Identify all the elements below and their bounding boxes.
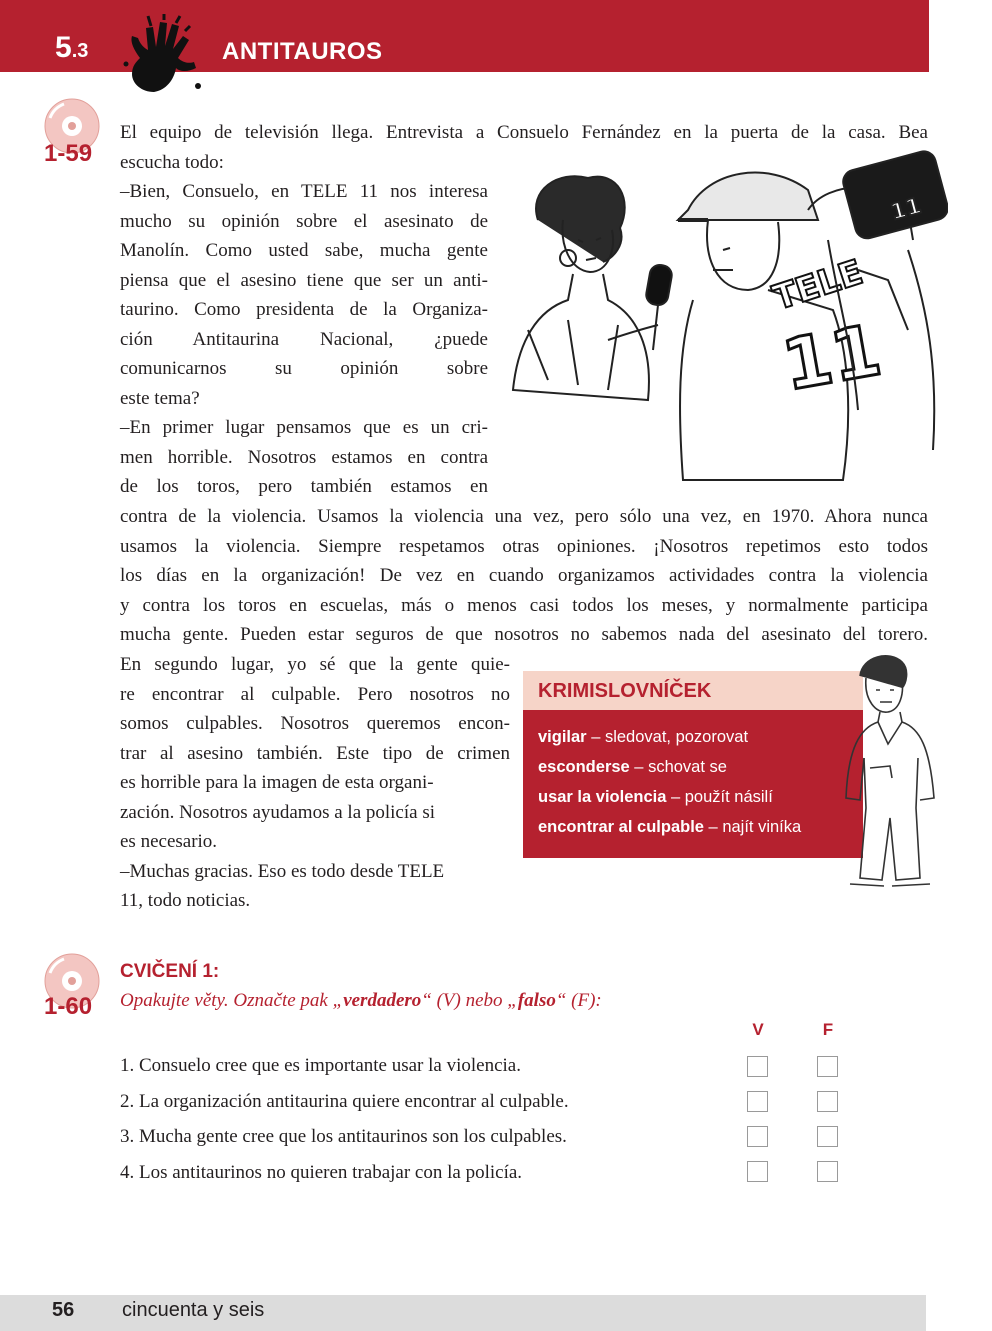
exercise-title: CVIČENÍ 1: <box>120 961 220 982</box>
vocabulary-box <box>523 671 863 858</box>
vocabulary-item: vigilar – sledovat, pozorovat <box>538 728 749 746</box>
vocabulary-item: usar la violencia – použít násilí <box>538 788 773 806</box>
checkbox-true-4[interactable] <box>747 1161 768 1182</box>
svg-text:11: 11 <box>888 193 925 226</box>
vocabulary-item: encontrar al culpable – najít viníka <box>538 818 802 836</box>
detective-man-illustration <box>830 648 960 898</box>
handprint-icon <box>118 14 208 102</box>
audio-track-label: 1-60 <box>44 993 93 1020</box>
statement-1: 1. Consuelo cree que es importante usar la violencia. <box>120 1055 521 1076</box>
statement-4: 4. Los antitaurinos no quieren trabajar con la policía. <box>120 1162 523 1183</box>
checkbox-false-2[interactable] <box>817 1091 838 1112</box>
statement-2: 2. La organización antitaurina quiere encontrar al culpable. <box>120 1091 569 1112</box>
column-header-false: F <box>822 1020 834 1039</box>
statement-3: 3. Mucha gente cree que los antitaurinos son los culpables. <box>120 1126 567 1147</box>
vocabulary-title: KRIMISLOVNÍČEK <box>523 671 863 710</box>
page-number-words: cincuenta y seis <box>122 1299 265 1321</box>
chapter-title: ANTITAUROS <box>222 38 383 65</box>
story-intro: El equipo de televisión llega. Entrevista a Consuelo Fernández en la puerta de la casa. Bea escucha todo: <box>120 122 928 173</box>
checkbox-false-1[interactable] <box>817 1056 838 1077</box>
interview-text-narrow: –Bien, Consuelo, en TELE 11 nos interesa mucho su opinión sobre el asesinato de Manolín. Como usted sabe, mucha gente piensa que el asesino tiene que ser un anti- taurino. Como presidenta de la Organiza- ción Antitaurina Nacional, ¿puede comunicarnos su opinión sobre este tema? –En primer lugar pensamos que es un cri- men horrible. Nosotros estamos en contra de los toros, pero también estamos en <box>120 181 488 497</box>
checkbox-true-2[interactable] <box>747 1091 768 1112</box>
vocabulary-list <box>523 710 863 842</box>
interview-text-lower: En segundo lugar, yo sé que la gente quie- re encontrar al culpable. Pero nosotros no somos culpables. Nosotros queremos encon- trar al asesino también. Este tipo de crimen es horrible para la imagen de esta organi- zación. Nosotros ayudamos a la policía si es necesario. –Muchas gracias. Eso es todo desde TELE 11, todo noticias. <box>120 654 510 911</box>
tv-interview-illustration <box>508 150 948 485</box>
checkbox-true-3[interactable] <box>747 1126 768 1147</box>
svg-text:TELE: TELE <box>768 252 868 319</box>
page-number: 56 <box>52 1299 75 1321</box>
checkbox-false-4[interactable] <box>817 1161 838 1182</box>
checkbox-true-1[interactable] <box>747 1056 768 1077</box>
column-header-true: V <box>752 1020 764 1039</box>
interview-text-wide: contra de la violencia. Usamos la violencia una vez, pero sólo una vez, en 1970. Ahora nunca usamos la violencia. Siempre respetamos otras opiniones. ¡Nosotros repetimos esto todos los días en la organización! De vez en cuando organizamos actividades contra la violencia y contra los toros en escuelas, más o menos casi todos los meses, y normalmente participa mucha gente. Pueden estar seguros de que nosotros no sabemos nada del asesinato del torero. <box>120 506 928 645</box>
svg-text:11: 11 <box>776 309 887 407</box>
vocabulary-item: esconderse – schovat se <box>538 758 727 776</box>
audio-track-label: 1-59 <box>44 140 93 167</box>
checkbox-false-3[interactable] <box>817 1126 838 1147</box>
exercise-instructions: Opakujte věty. Označte pak „verdadero“ (V) nebo „falso“ (F): <box>120 990 602 1011</box>
chapter-number: 5.3 <box>55 31 89 64</box>
